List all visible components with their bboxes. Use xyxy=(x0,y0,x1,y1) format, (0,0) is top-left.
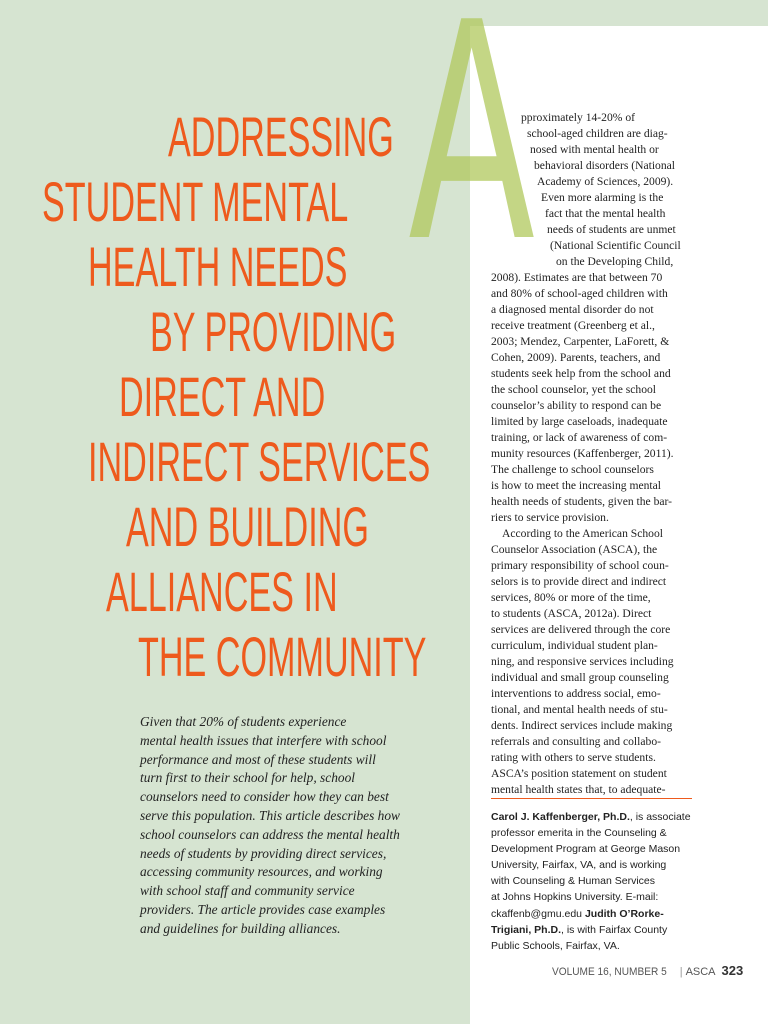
publication-name: ASCA xyxy=(685,966,716,978)
body-line: pproximately 14-20% of xyxy=(521,111,635,124)
body-line: 2008). Estimates are that between 70 xyxy=(491,271,663,284)
title-line: ADDRESSING xyxy=(168,105,394,168)
bio-line: at Johns Hopkins University. E-mail: xyxy=(491,891,659,904)
body-line: riers to service provision. xyxy=(491,511,609,524)
body-line: health needs of students, given the bar- xyxy=(491,495,673,508)
body-line: Academy of Sciences, 2009). xyxy=(537,175,674,188)
title-line: AND BUILDING xyxy=(126,495,369,558)
author-name: Carol J. Kaffenberger, Ph.D. xyxy=(491,811,630,823)
author-email[interactable]: ckaffenb@gmu.edu xyxy=(491,907,583,920)
bio-line xyxy=(491,809,721,825)
title-line: STUDENT MENTAL xyxy=(42,170,349,233)
body-line: ASCA’s position statement on student xyxy=(491,767,667,780)
body-line: curriculum, individual student plan- xyxy=(491,639,658,652)
abstract-line: mental health issues that interfere with school xyxy=(140,732,387,748)
author-name: Judith O’Rorke- xyxy=(584,907,664,920)
body-line: needs of students are unmet xyxy=(547,223,676,236)
body-line: is how to meet the increasing mental xyxy=(491,479,661,492)
abstract xyxy=(140,713,440,939)
body-line: ning, and responsive services including xyxy=(491,655,674,668)
body-line: mental health states that, to adequate- xyxy=(491,783,666,796)
bio-line xyxy=(491,906,721,922)
body-line: counselor’s ability to respond can be xyxy=(491,399,662,412)
bio-line xyxy=(491,922,721,938)
body-line: rating with others to serve students. xyxy=(491,751,656,764)
body-line: (National Scientific Council xyxy=(550,239,681,252)
abstract-line: with school staff and community service xyxy=(140,883,355,899)
body-line: the school counselor, yet the school xyxy=(491,383,657,396)
body-line: to students (ASCA, 2012a). Direct xyxy=(491,607,652,620)
page-number: 323 xyxy=(721,963,744,978)
body-line: fact that the mental health xyxy=(545,207,666,220)
abstract-line: providers. The article provides case examples xyxy=(140,901,386,917)
page-footer xyxy=(552,963,744,978)
body-line: 2003; Mendez, Carpenter, LaForett, & xyxy=(491,335,670,348)
body-line: primary responsibility of school coun- xyxy=(491,559,669,572)
body-line: The challenge to school counselors xyxy=(491,463,654,476)
bio-line: professor emerita in the Counseling & xyxy=(491,827,667,840)
bio-divider xyxy=(491,798,692,799)
title-line: THE COMMUNITY xyxy=(138,625,427,688)
body-line: behavioral disorders (National xyxy=(534,159,676,172)
body-line: students seek help from the school and xyxy=(491,367,671,380)
volume-info: VOLUME 16, NUMBER 5 xyxy=(552,966,667,978)
body-line: selors is to provide direct and indirect xyxy=(491,575,667,588)
body-line: tional, and mental health needs of stu- xyxy=(491,703,668,716)
body-line: limited by large caseloads, inadequate xyxy=(491,415,668,428)
body-line: on the Developing Child, xyxy=(556,255,674,268)
body-line: munity resources (Kaffenberger, 2011). xyxy=(491,447,674,460)
body-line: school-aged children are diag- xyxy=(527,127,668,140)
bio-line: University, Fairfax, VA, and is working xyxy=(491,859,667,872)
title-line: INDIRECT SERVICES xyxy=(88,430,431,493)
abstract-line: school counselors can address the mental health xyxy=(140,826,400,842)
footer-separator: | xyxy=(679,966,683,978)
body-line: receive treatment (Greenberg et al., xyxy=(491,319,655,332)
abstract-line: and guidelines for building alliances. xyxy=(140,920,341,936)
body-line: Even more alarming is the xyxy=(541,191,664,204)
body-line: training, or lack of awareness of com- xyxy=(491,431,668,444)
author-name: Trigiani, Ph.D. xyxy=(491,923,562,936)
title-line: DIRECT AND xyxy=(119,365,326,428)
bio-text: , is associate xyxy=(629,811,691,823)
title-line: HEALTH NEEDS xyxy=(88,235,348,298)
title-line: ALLIANCES IN xyxy=(106,560,338,623)
body-line: and 80% of school-aged children with xyxy=(491,287,668,300)
body-line: dents. Indirect services include making xyxy=(491,719,673,732)
abstract-line: turn first to their school for help, school xyxy=(140,770,355,786)
abstract-line: accessing community resources, and working xyxy=(140,864,383,880)
body-line: nosed with mental health or xyxy=(530,143,659,156)
abstract-line: counselors need to consider how they can best xyxy=(140,789,389,805)
bio-line: Development Program at George Mason xyxy=(491,843,681,856)
body-line: individual and small group counseling xyxy=(491,671,669,684)
article-title xyxy=(42,104,442,689)
body-line: Counselor Association (ASCA), the xyxy=(491,543,658,556)
body-line: Cohen, 2009). Parents, teachers, and xyxy=(491,351,661,364)
body-line: services are delivered through the core xyxy=(491,623,671,636)
bio-text: , is with Fairfax County xyxy=(561,923,668,936)
author-bio xyxy=(491,809,721,954)
bio-line: Public Schools, Fairfax, VA. xyxy=(491,939,620,952)
bio-line: with Counseling & Human Services xyxy=(491,875,655,888)
abstract-line: needs of students by providing direct services, xyxy=(140,845,387,861)
abstract-line: performance and most of these students will xyxy=(140,751,376,767)
title-line: BY PROVIDING xyxy=(150,300,397,363)
body-line: referrals and consulting and collabo- xyxy=(491,735,661,748)
abstract-line: serve this population. This article describes how xyxy=(140,807,400,823)
drop-cap: A xyxy=(408,0,536,308)
abstract-line: Given that 20% of students experience xyxy=(140,714,347,729)
body-line: a diagnosed mental disorder do not xyxy=(491,303,654,316)
body-line: services, 80% or more of the time, xyxy=(491,591,651,604)
body-line: interventions to address social, emo- xyxy=(491,687,661,700)
body-line: According to the American School xyxy=(502,527,663,540)
